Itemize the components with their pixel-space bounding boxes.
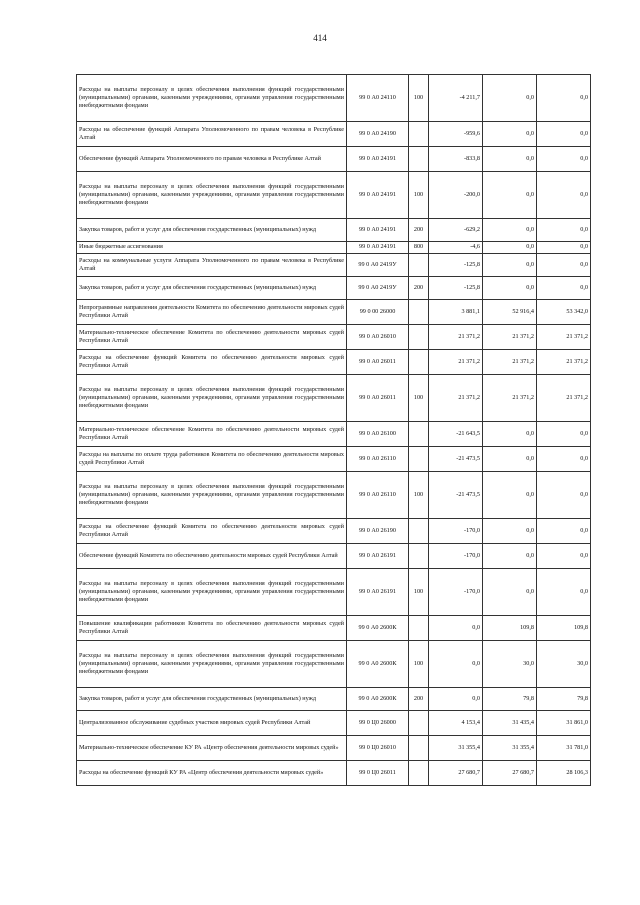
- row-amount-3-cell: 0,0: [537, 75, 591, 122]
- table-row: [77, 147, 591, 172]
- row-amount-3-cell: 53 342,0: [537, 300, 591, 325]
- row-expense-type-cell: 100: [409, 75, 429, 122]
- row-amount-1-cell: -4,6: [429, 242, 483, 254]
- row-code-cell: 99 0 А0 26190: [347, 519, 409, 544]
- row-code-cell: 99 0 00 26000: [347, 300, 409, 325]
- row-amount-3-cell: 31 781,0: [537, 736, 591, 761]
- table-row: [77, 447, 591, 472]
- row-name-cell: Закупка товаров, работ и услуг для обеспечения государственных (муниципальных) нужд: [77, 277, 347, 300]
- row-expense-type-cell: [409, 300, 429, 325]
- row-amount-3-cell: 79,8: [537, 688, 591, 711]
- row-expense-type-cell: [409, 447, 429, 472]
- row-amount-2-cell: 27 680,7: [483, 761, 537, 786]
- row-name-cell: Материально-техническое обеспечение Комитета по обеспечению деятельности мировых судей Республики Алтай: [77, 422, 347, 447]
- row-code-cell: 99 0 А0 26011: [347, 350, 409, 375]
- row-amount-2-cell: 109,8: [483, 616, 537, 641]
- row-amount-1-cell: 21 371,2: [429, 325, 483, 350]
- table-row: [77, 219, 591, 242]
- row-amount-2-cell: 0,0: [483, 569, 537, 616]
- row-amount-1-cell: 0,0: [429, 688, 483, 711]
- row-amount-2-cell: 0,0: [483, 519, 537, 544]
- row-name-cell: Закупка товаров, работ и услуг для обеспечения государственных (муниципальных) нужд: [77, 688, 347, 711]
- table-row: [77, 641, 591, 688]
- row-name-cell: Обеспечение функций Аппарата Уполномоченного по правам человека в Республике Алтай: [77, 147, 347, 172]
- row-expense-type-cell: 100: [409, 569, 429, 616]
- row-amount-2-cell: 0,0: [483, 242, 537, 254]
- row-name-cell: Расходы на выплаты персоналу в целях обеспечения выполнения функций государственными (муниципальными) органами, казенными учреждениями, органами управления государственными внебюджетными фондами: [77, 172, 347, 219]
- row-amount-2-cell: 0,0: [483, 122, 537, 147]
- row-name-cell: Расходы на выплаты по оплате труда работников Комитета по обеспечению деятельности мировых судей Республики Алтай: [77, 447, 347, 472]
- row-amount-2-cell: 0,0: [483, 472, 537, 519]
- table-row: [77, 616, 591, 641]
- row-amount-3-cell: 0,0: [537, 122, 591, 147]
- table-row: [77, 688, 591, 711]
- row-amount-1-cell: 4 153,4: [429, 711, 483, 736]
- row-code-cell: 99 0 Ц0 26000: [347, 711, 409, 736]
- row-amount-1-cell: 21 371,2: [429, 375, 483, 422]
- row-expense-type-cell: [409, 616, 429, 641]
- row-code-cell: 99 0 А0 24191: [347, 172, 409, 219]
- table-row: [77, 300, 591, 325]
- row-amount-1-cell: -170,0: [429, 569, 483, 616]
- row-name-cell: Расходы на выплаты персоналу в целях обеспечения выполнения функций государственными (муниципальными) органами, казенными учреждениями, органами управления государственными внебюджетными фондами: [77, 569, 347, 616]
- row-name-cell: Расходы на обеспечение функций КУ РА «Центр обеспечения деятельности мировых судей»: [77, 761, 347, 786]
- row-amount-3-cell: 0,0: [537, 242, 591, 254]
- row-amount-1-cell: -21 643,5: [429, 422, 483, 447]
- row-name-cell: Непрограммные направления деятельности Комитета по обеспечению деятельности мировых судей Республики Алтай: [77, 300, 347, 325]
- row-name-cell: Повышение квалификации работников Комитета по обеспечению деятельности мировых судей Республики Алтай: [77, 616, 347, 641]
- row-amount-1-cell: -629,2: [429, 219, 483, 242]
- row-expense-type-cell: 200: [409, 688, 429, 711]
- row-amount-2-cell: 31 435,4: [483, 711, 537, 736]
- row-expense-type-cell: [409, 519, 429, 544]
- row-amount-3-cell: 21 371,2: [537, 375, 591, 422]
- row-expense-type-cell: [409, 350, 429, 375]
- row-amount-3-cell: 109,8: [537, 616, 591, 641]
- row-expense-type-cell: [409, 544, 429, 569]
- row-code-cell: 99 0 А0 24191: [347, 219, 409, 242]
- table-row: [77, 519, 591, 544]
- row-amount-2-cell: 0,0: [483, 75, 537, 122]
- table-row: [77, 422, 591, 447]
- row-code-cell: 99 0 Ц0 26011: [347, 761, 409, 786]
- table-row: [77, 242, 591, 254]
- row-amount-1-cell: -959,6: [429, 122, 483, 147]
- row-expense-type-cell: 100: [409, 172, 429, 219]
- row-amount-3-cell: 0,0: [537, 472, 591, 519]
- row-amount-1-cell: 31 355,4: [429, 736, 483, 761]
- row-name-cell: Расходы на выплаты персоналу в целях обеспечения выполнения функций государственными (муниципальными) органами, казенными учреждениями, органами управления государственными внебюджетными фондами: [77, 472, 347, 519]
- row-amount-2-cell: 0,0: [483, 422, 537, 447]
- row-name-cell: Материально-техническое обеспечение КУ РА «Центр обеспечения деятельности мировых судей»: [77, 736, 347, 761]
- row-name-cell: Централизованное обслуживание судебных участков мировых судей Республики Алтай: [77, 711, 347, 736]
- row-amount-2-cell: 0,0: [483, 254, 537, 277]
- row-expense-type-cell: [409, 325, 429, 350]
- row-amount-1-cell: 21 371,2: [429, 350, 483, 375]
- row-amount-3-cell: 0,0: [537, 254, 591, 277]
- row-code-cell: 99 0 А0 2419У: [347, 254, 409, 277]
- row-amount-2-cell: 21 371,2: [483, 325, 537, 350]
- table-row: [77, 736, 591, 761]
- row-code-cell: 99 0 А0 24110: [347, 75, 409, 122]
- row-amount-2-cell: 21 371,2: [483, 375, 537, 422]
- row-amount-3-cell: 0,0: [537, 277, 591, 300]
- row-amount-3-cell: 0,0: [537, 422, 591, 447]
- row-name-cell: Расходы на выплаты персоналу в целях обеспечения выполнения функций государственными (муниципальными) органами, казенными учреждениями, органами управления государственными внебюджетными фондами: [77, 375, 347, 422]
- row-code-cell: 99 0 А0 2600К: [347, 616, 409, 641]
- row-code-cell: 99 0 А0 2419У: [347, 277, 409, 300]
- table-row: [77, 761, 591, 786]
- page-number: 414: [313, 33, 327, 43]
- budget-table: [76, 74, 591, 786]
- row-name-cell: Расходы на обеспечение функций Комитета по обеспечению деятельности мировых судей Республики Алтай: [77, 350, 347, 375]
- row-expense-type-cell: [409, 422, 429, 447]
- row-amount-1-cell: -170,0: [429, 544, 483, 569]
- row-code-cell: 99 0 А0 26110: [347, 447, 409, 472]
- row-code-cell: 99 0 А0 2600К: [347, 688, 409, 711]
- row-amount-2-cell: 30,0: [483, 641, 537, 688]
- row-amount-2-cell: 0,0: [483, 147, 537, 172]
- row-amount-3-cell: 21 371,2: [537, 325, 591, 350]
- row-expense-type-cell: 100: [409, 375, 429, 422]
- row-name-cell: Закупка товаров, работ и услуг для обеспечения государственных (муниципальных) нужд: [77, 219, 347, 242]
- row-code-cell: 99 0 А0 26100: [347, 422, 409, 447]
- table-row: [77, 375, 591, 422]
- row-code-cell: 99 0 А0 26010: [347, 325, 409, 350]
- row-code-cell: 99 0 А0 26191: [347, 544, 409, 569]
- row-amount-3-cell: 31 861,0: [537, 711, 591, 736]
- row-amount-3-cell: 0,0: [537, 544, 591, 569]
- row-expense-type-cell: [409, 736, 429, 761]
- row-amount-2-cell: 0,0: [483, 447, 537, 472]
- table-row: [77, 254, 591, 277]
- row-expense-type-cell: [409, 122, 429, 147]
- row-amount-3-cell: 0,0: [537, 147, 591, 172]
- row-expense-type-cell: [409, 711, 429, 736]
- row-amount-2-cell: 0,0: [483, 219, 537, 242]
- row-name-cell: Иные бюджетные ассигнования: [77, 242, 347, 254]
- row-amount-3-cell: 28 106,3: [537, 761, 591, 786]
- table-row: [77, 544, 591, 569]
- row-name-cell: Расходы на коммунальные услуги Аппарата Уполномоченного по правам человека в Республике Алтай: [77, 254, 347, 277]
- row-code-cell: 99 0 А0 24191: [347, 147, 409, 172]
- table-row: [77, 122, 591, 147]
- row-amount-1-cell: -4 211,7: [429, 75, 483, 122]
- budget-table-body: [77, 75, 591, 786]
- table-row: [77, 75, 591, 122]
- row-amount-1-cell: -21 473,5: [429, 447, 483, 472]
- row-amount-2-cell: 31 355,4: [483, 736, 537, 761]
- row-amount-3-cell: 0,0: [537, 447, 591, 472]
- table-row: [77, 277, 591, 300]
- row-name-cell: Расходы на обеспечение функций Аппарата Уполномоченного по правам человека в Республике Алтай: [77, 122, 347, 147]
- row-amount-3-cell: 30,0: [537, 641, 591, 688]
- row-code-cell: 99 0 Ц0 26010: [347, 736, 409, 761]
- row-amount-1-cell: -833,8: [429, 147, 483, 172]
- row-code-cell: 99 0 А0 26110: [347, 472, 409, 519]
- table-row: [77, 350, 591, 375]
- row-amount-3-cell: 0,0: [537, 519, 591, 544]
- table-row: [77, 325, 591, 350]
- row-amount-3-cell: 0,0: [537, 219, 591, 242]
- row-name-cell: Расходы на выплаты персоналу в целях обеспечения выполнения функций государственными (муниципальными) органами, казенными учреждениями, органами управления государственными внебюджетными фондами: [77, 641, 347, 688]
- row-amount-2-cell: 21 371,2: [483, 350, 537, 375]
- row-amount-1-cell: -125,8: [429, 254, 483, 277]
- row-amount-2-cell: 0,0: [483, 544, 537, 569]
- row-amount-1-cell: 3 881,1: [429, 300, 483, 325]
- row-expense-type-cell: 100: [409, 472, 429, 519]
- row-amount-1-cell: -125,8: [429, 277, 483, 300]
- row-name-cell: Расходы на выплаты персоналу в целях обеспечения выполнения функций государственными (муниципальными) органами, казенными учреждениями, органами управления государственными внебюджетными фондами: [77, 75, 347, 122]
- row-expense-type-cell: 200: [409, 219, 429, 242]
- row-amount-3-cell: 21 371,2: [537, 350, 591, 375]
- table-row: [77, 472, 591, 519]
- row-code-cell: 99 0 А0 24190: [347, 122, 409, 147]
- row-code-cell: 99 0 А0 26011: [347, 375, 409, 422]
- row-amount-1-cell: 0,0: [429, 641, 483, 688]
- row-name-cell: Материально-техническое обеспечение Комитета по обеспечению деятельности мировых судей Республики Алтай: [77, 325, 347, 350]
- row-amount-3-cell: 0,0: [537, 569, 591, 616]
- table-row: [77, 711, 591, 736]
- row-amount-1-cell: -21 473,5: [429, 472, 483, 519]
- row-expense-type-cell: [409, 254, 429, 277]
- row-expense-type-cell: [409, 147, 429, 172]
- row-amount-1-cell: -200,0: [429, 172, 483, 219]
- row-name-cell: Обеспечение функций Комитета по обеспечению деятельности мировых судей Республики Алтай: [77, 544, 347, 569]
- table-row: [77, 569, 591, 616]
- row-amount-1-cell: 0,0: [429, 616, 483, 641]
- row-code-cell: 99 0 А0 2600К: [347, 641, 409, 688]
- row-expense-type-cell: 100: [409, 641, 429, 688]
- row-expense-type-cell: 200: [409, 277, 429, 300]
- row-amount-1-cell: -170,0: [429, 519, 483, 544]
- row-amount-2-cell: 0,0: [483, 277, 537, 300]
- row-amount-3-cell: 0,0: [537, 172, 591, 219]
- row-expense-type-cell: [409, 761, 429, 786]
- row-amount-2-cell: 79,8: [483, 688, 537, 711]
- row-amount-2-cell: 0,0: [483, 172, 537, 219]
- row-name-cell: Расходы на обеспечение функций Комитета по обеспечению деятельности мировых судей Республики Алтай: [77, 519, 347, 544]
- row-expense-type-cell: 800: [409, 242, 429, 254]
- table-row: [77, 172, 591, 219]
- row-code-cell: 99 0 А0 24191: [347, 242, 409, 254]
- row-amount-1-cell: 27 680,7: [429, 761, 483, 786]
- row-amount-2-cell: 52 916,4: [483, 300, 537, 325]
- row-code-cell: 99 0 А0 26191: [347, 569, 409, 616]
